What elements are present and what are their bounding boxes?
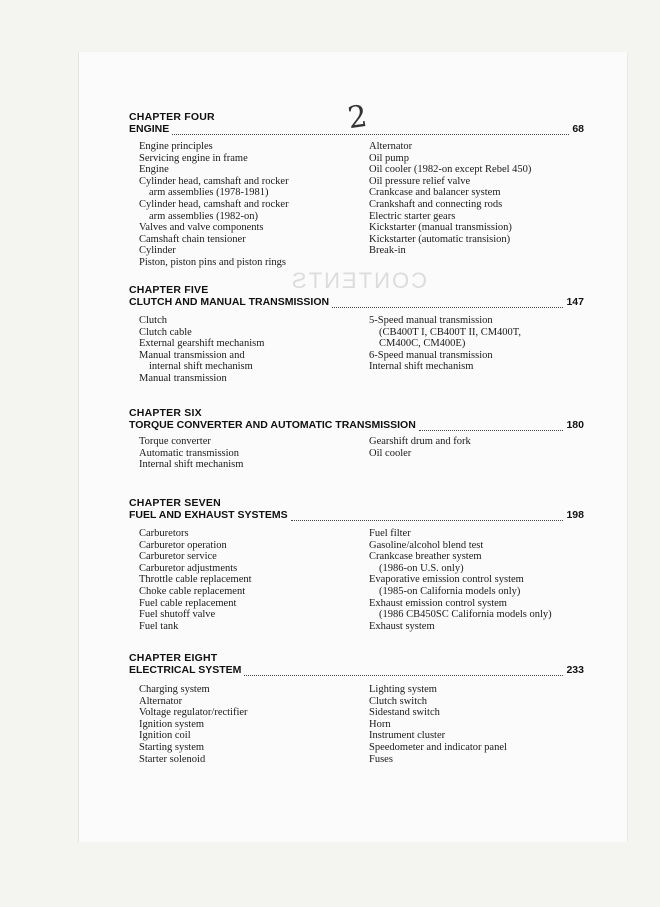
chapter-title-row bbox=[129, 123, 584, 135]
topic: Choke cable replacement bbox=[139, 585, 246, 597]
topic: Cylinder bbox=[139, 245, 176, 257]
topic: Horn bbox=[369, 718, 391, 730]
chapter-title: ENGINE bbox=[129, 123, 170, 135]
topic-list-left bbox=[139, 315, 364, 385]
chapter-five bbox=[129, 284, 584, 384]
chapter-number: CHAPTER FIVE bbox=[129, 284, 209, 296]
chapter-title-row bbox=[129, 296, 584, 308]
topic: Valves and valve components bbox=[139, 222, 264, 234]
chapter-six bbox=[129, 407, 584, 471]
topic: (1985-on California models only) bbox=[379, 585, 521, 597]
chapter-number: CHAPTER FOUR bbox=[129, 111, 215, 123]
topic: Fuel shutoff valve bbox=[139, 609, 216, 621]
topic: Throttle cable replacement bbox=[139, 574, 252, 586]
topic: Fuel tank bbox=[139, 620, 179, 632]
topic: Internal shift mechanism bbox=[369, 361, 474, 373]
topic: internal shift mechanism bbox=[149, 361, 253, 373]
topic: Gasoline/alcohol blend test bbox=[369, 539, 484, 551]
topic-list-right bbox=[369, 684, 584, 765]
topic: Crankcase breather system bbox=[369, 551, 482, 563]
topic: Internal shift mechanism bbox=[139, 459, 244, 471]
topic: 6-Speed manual transmission bbox=[369, 349, 493, 361]
topic: Camshaft chain tensioner bbox=[139, 233, 246, 245]
topic: Gearshift drum and fork bbox=[369, 436, 471, 447]
topic-list-right bbox=[369, 528, 584, 632]
topic: Ignition system bbox=[139, 718, 205, 730]
topic: Voltage regulator/rectifier bbox=[139, 707, 248, 719]
topic: Kickstarter (manual transmission) bbox=[369, 222, 512, 234]
topic: Crankcase and balancer system bbox=[369, 187, 501, 199]
topic: Cylinder head, camshaft and rocker bbox=[139, 175, 289, 187]
topic: Starter solenoid bbox=[139, 753, 206, 765]
topic-list-right bbox=[369, 141, 584, 257]
chapter-title-row bbox=[129, 509, 584, 521]
topic: External gearshift mechanism bbox=[139, 338, 265, 350]
topic: Charging system bbox=[139, 684, 210, 695]
topic: Manual transmission and bbox=[139, 349, 245, 361]
dot-leader bbox=[332, 299, 563, 308]
topic: CM400C, CM400E) bbox=[379, 338, 466, 350]
topic: Exhaust system bbox=[369, 620, 435, 632]
chapter-title: FUEL AND EXHAUST SYSTEMS bbox=[129, 509, 288, 521]
topic: (1986 CB450SC California models only) bbox=[379, 609, 552, 621]
topic: Fuses bbox=[369, 753, 393, 765]
chapter-four bbox=[129, 111, 584, 268]
topic: Speedometer and indicator panel bbox=[369, 741, 507, 753]
bleed-through-text: CONTENTS bbox=[290, 268, 427, 293]
dot-leader bbox=[291, 512, 564, 521]
topic: Electric starter gears bbox=[369, 210, 456, 222]
topic: Cylinder head, camshaft and rocker bbox=[139, 198, 289, 210]
chapter-page: 68 bbox=[572, 123, 584, 135]
topic: Oil pressure relief valve bbox=[369, 175, 471, 187]
chapter-page: 147 bbox=[566, 296, 584, 308]
chapter-title-row bbox=[129, 664, 584, 676]
topic: Evaporative emission control system bbox=[369, 574, 524, 586]
topic: 5-Speed manual transmission bbox=[369, 315, 493, 326]
topic: Sidestand switch bbox=[369, 707, 440, 719]
topic: Oil cooler bbox=[369, 447, 412, 459]
topic: Instrument cluster bbox=[369, 730, 446, 742]
chapter-number: CHAPTER EIGHT bbox=[129, 652, 218, 664]
chapter-page: 198 bbox=[566, 509, 584, 521]
topic: Servicing engine in frame bbox=[139, 152, 248, 164]
topic: Carburetors bbox=[139, 528, 189, 539]
topic: (1986-on U.S. only) bbox=[379, 562, 464, 574]
topic: Fuel filter bbox=[369, 528, 411, 539]
topic: Piston, piston pins and piston rings bbox=[139, 256, 287, 268]
chapter-title: ELECTRICAL SYSTEM bbox=[129, 664, 242, 676]
topic: (CB400T I, CB400T II, CM400T, bbox=[379, 326, 522, 338]
chapter-title: TORQUE CONVERTER AND AUTOMATIC TRANSMISSION bbox=[129, 419, 416, 431]
topic: Lighting system bbox=[369, 684, 437, 695]
topic-list-left bbox=[139, 141, 364, 269]
topic: Oil pump bbox=[369, 152, 409, 164]
handwritten-page-mark: 2 bbox=[345, 98, 370, 137]
topic: arm assemblies (1978-1981) bbox=[149, 187, 269, 199]
topic: Oil cooler (1982-on except Rebel 450) bbox=[369, 164, 532, 176]
topic: Kickstarter (automatic transision) bbox=[369, 233, 511, 245]
dot-leader bbox=[172, 126, 569, 135]
topic: Clutch cable bbox=[139, 326, 192, 338]
topic: Clutch switch bbox=[369, 695, 428, 707]
topic: Alternator bbox=[369, 141, 413, 152]
topic-list-left bbox=[139, 436, 364, 471]
chapter-title-row bbox=[129, 419, 584, 431]
chapter-page: 233 bbox=[566, 664, 584, 676]
chapter-eight bbox=[129, 652, 584, 765]
topic: Fuel cable replacement bbox=[139, 597, 237, 609]
chapter-page: 180 bbox=[566, 419, 584, 431]
topic: arm assemblies (1982-on) bbox=[149, 210, 259, 222]
chapter-title: CLUTCH AND MANUAL TRANSMISSION bbox=[129, 296, 330, 308]
topic-list-left bbox=[139, 528, 364, 632]
topic: Break-in bbox=[369, 245, 406, 257]
topic: Clutch bbox=[139, 315, 167, 326]
topic: Alternator bbox=[139, 695, 183, 707]
topic: Automatic transmission bbox=[139, 447, 240, 459]
chapter-seven bbox=[129, 497, 584, 632]
topic: Crankshaft and connecting rods bbox=[369, 198, 503, 210]
topic: Carburetor adjustments bbox=[139, 562, 238, 574]
topic: Engine principles bbox=[139, 141, 213, 152]
chapter-number: CHAPTER SEVEN bbox=[129, 497, 221, 509]
topic: Torque converter bbox=[139, 436, 211, 447]
topic-list-right bbox=[369, 315, 584, 373]
topic: Ignition coil bbox=[139, 730, 191, 742]
topic: Starting system bbox=[139, 741, 205, 753]
dot-leader bbox=[419, 422, 564, 431]
topic-list-left bbox=[139, 684, 364, 765]
topic: Carburetor operation bbox=[139, 539, 227, 551]
topic: Exhaust emission control system bbox=[369, 597, 507, 609]
topic: Carburetor service bbox=[139, 551, 217, 563]
topic: Manual transmission bbox=[139, 372, 227, 384]
chapter-number: CHAPTER SIX bbox=[129, 407, 202, 419]
topic: Engine bbox=[139, 164, 169, 176]
topic-list-right bbox=[369, 436, 584, 459]
dot-leader bbox=[244, 667, 563, 676]
